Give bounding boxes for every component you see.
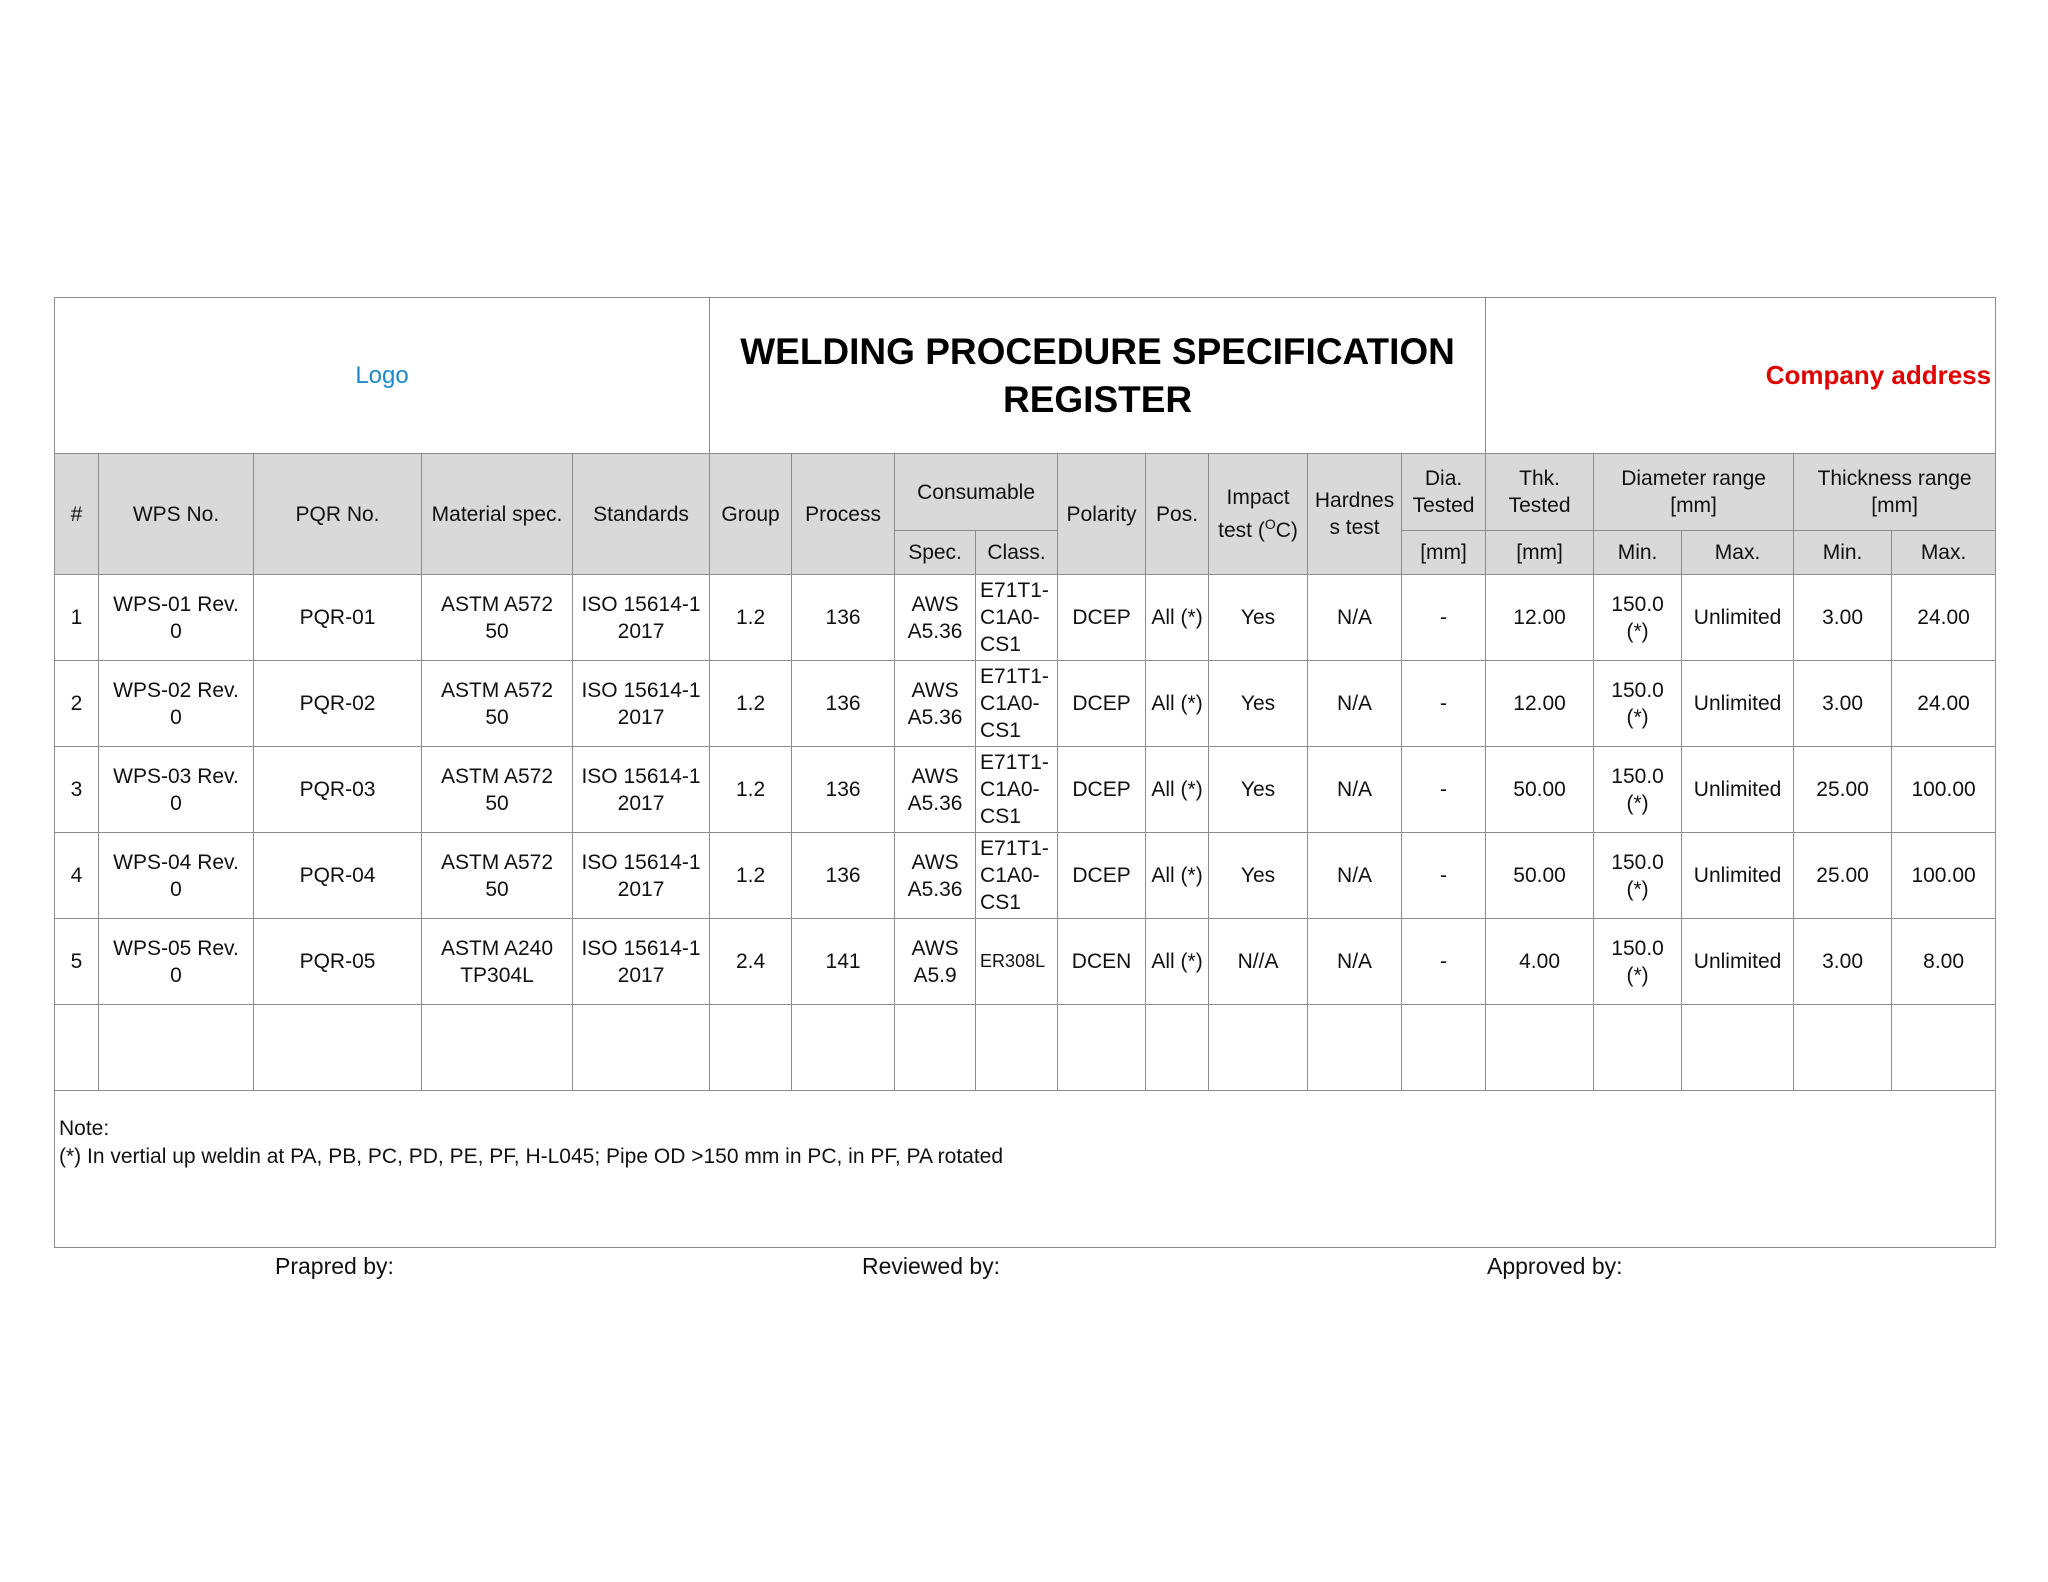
cell-dia-min — [1594, 575, 1682, 661]
dia-min-line-2: (*) — [1626, 963, 1649, 987]
cell-hardness: N/A — [1308, 919, 1402, 1005]
spec-line-2: A5.36 — [907, 705, 963, 729]
table-row — [55, 747, 1996, 833]
dia-line-1: Dia. — [1424, 467, 1463, 490]
class-line-3: CS1 — [980, 891, 1021, 914]
empty-cell — [1794, 1005, 1892, 1091]
cell-thk-max: 24.00 — [1892, 575, 1996, 661]
cell-polarity: DCEP — [1058, 747, 1146, 833]
cell-thk-min: 3.00 — [1794, 575, 1892, 661]
col-thk-unit: [mm] — [1486, 531, 1594, 575]
col-group-header: Group — [710, 454, 792, 575]
cell-thk-max: 24.00 — [1892, 661, 1996, 747]
wps-line-2: 0 — [170, 877, 182, 901]
cell-dia-min — [1594, 919, 1682, 1005]
dia-line-2: Tested — [1412, 494, 1475, 517]
cell-dia-min — [1594, 747, 1682, 833]
cell-thk-min: 3.00 — [1794, 919, 1892, 1005]
note-row — [55, 1091, 1996, 1248]
wps-line-1: WPS-01 Rev. — [113, 592, 239, 616]
cell-hardness: N/A — [1308, 747, 1402, 833]
thk-range-line-2: [mm] — [1871, 494, 1918, 517]
cell-dia-min — [1594, 833, 1682, 919]
empty-cell — [1402, 1005, 1486, 1091]
approved-by-label: Approved by: — [1487, 1253, 1623, 1279]
col-consumable-header: Consumable — [895, 454, 1058, 531]
dia-min-line-2: (*) — [1626, 619, 1649, 643]
cell-num: 5 — [55, 919, 99, 1005]
spec-line-2: A5.36 — [907, 791, 963, 815]
cell-num: 3 — [55, 747, 99, 833]
material-line-1: ASTM A240 — [440, 936, 554, 960]
cell-dia: - — [1402, 833, 1486, 919]
material-line-1: ASTM A572 — [440, 850, 554, 874]
cell-dia-max: Unlimited — [1682, 833, 1794, 919]
cell-group: 1.2 — [710, 661, 792, 747]
col-thk-header — [1486, 454, 1594, 531]
empty-cell — [1594, 1005, 1682, 1091]
col-polarity-header: Polarity — [1058, 454, 1146, 575]
cell-pqr: PQR-03 — [254, 747, 422, 833]
degree-superscript: O — [1264, 516, 1276, 532]
standards-line-2: 2017 — [617, 877, 665, 901]
cell-standards — [573, 747, 710, 833]
cell-material — [422, 919, 573, 1005]
note-cell — [55, 1091, 1996, 1248]
empty-cell — [1308, 1005, 1402, 1091]
dia-range-line-1: Diameter range — [1621, 467, 1766, 490]
wps-line-1: WPS-03 Rev. — [113, 764, 239, 788]
thk-line-1: Thk. — [1519, 467, 1560, 490]
cell-thk: 50.00 — [1486, 833, 1594, 919]
col-thk-min-header: Min. — [1794, 531, 1892, 575]
class-line-1: E71T1- — [980, 579, 1049, 602]
class-line-1: ER308L — [980, 951, 1046, 971]
cell-dia: - — [1402, 747, 1486, 833]
empty-cell — [1058, 1005, 1146, 1091]
cell-class — [976, 747, 1058, 833]
thk-line-2: Tested — [1508, 494, 1571, 517]
cell-standards — [573, 575, 710, 661]
cell-pos: All (*) — [1146, 575, 1209, 661]
title-row — [55, 298, 1996, 454]
cell-pqr: PQR-05 — [254, 919, 422, 1005]
cell-pqr: PQR-04 — [254, 833, 422, 919]
class-line-2: C1A0- — [980, 778, 1040, 801]
empty-cell — [792, 1005, 895, 1091]
cell-group: 2.4 — [710, 919, 792, 1005]
empty-row — [55, 1005, 1996, 1091]
impact-line-2 — [1213, 511, 1303, 544]
class-line-2: C1A0- — [980, 606, 1040, 629]
cell-thk-max: 100.00 — [1892, 747, 1996, 833]
spec-line-1: AWS — [911, 850, 959, 874]
dia-min-line-1: 150.0 — [1611, 678, 1664, 702]
spec-line-2: A5.9 — [913, 963, 957, 987]
col-class-header: Class. — [976, 531, 1058, 575]
spec-line-1: AWS — [911, 592, 959, 616]
wps-line-2: 0 — [170, 619, 182, 643]
hardness-line-1: Hardnes — [1314, 489, 1395, 512]
cell-wps — [99, 833, 254, 919]
prepared-by-label: Prapred by: — [275, 1253, 394, 1279]
wps-line-2: 0 — [170, 791, 182, 815]
cell-class — [976, 661, 1058, 747]
class-line-2: C1A0- — [980, 864, 1040, 887]
empty-cell — [1892, 1005, 1996, 1091]
empty-cell — [254, 1005, 422, 1091]
standards-line-1: ISO 15614-1 — [581, 592, 701, 616]
material-line-1: ASTM A572 — [440, 678, 554, 702]
material-line-1: ASTM A572 — [440, 592, 554, 616]
cell-impact: Yes — [1209, 833, 1308, 919]
empty-cell — [422, 1005, 573, 1091]
hardness-line-2: s test — [1329, 516, 1380, 539]
dia-min-line-2: (*) — [1626, 877, 1649, 901]
cell-polarity: DCEP — [1058, 661, 1146, 747]
cell-impact: Yes — [1209, 575, 1308, 661]
spec-line-1: AWS — [911, 764, 959, 788]
cell-material — [422, 833, 573, 919]
cell-spec — [895, 919, 976, 1005]
header-row-1 — [55, 454, 1996, 531]
cell-spec — [895, 661, 976, 747]
empty-cell — [1209, 1005, 1308, 1091]
note-text: (*) In vertial up weldin at PA, PB, PC, PD, PE, PF, H-L045; Pipe OD >150 mm in PC, in PF, PA rotated — [59, 1145, 1004, 1168]
empty-cell — [99, 1005, 254, 1091]
material-line-2: 50 — [485, 705, 509, 729]
standards-line-2: 2017 — [617, 619, 665, 643]
cell-dia-max: Unlimited — [1682, 575, 1794, 661]
cell-num: 1 — [55, 575, 99, 661]
cell-wps — [99, 919, 254, 1005]
cell-thk: 4.00 — [1486, 919, 1594, 1005]
col-dia-max-header: Max. — [1682, 531, 1794, 575]
cell-thk-max: 100.00 — [1892, 833, 1996, 919]
cell-process: 136 — [792, 575, 895, 661]
cell-dia: - — [1402, 661, 1486, 747]
cell-pos: All (*) — [1146, 833, 1209, 919]
empty-cell — [976, 1005, 1058, 1091]
title-line-2: REGISTER — [1002, 378, 1193, 420]
standards-line-2: 2017 — [617, 705, 665, 729]
col-dia-header — [1402, 454, 1486, 531]
dia-min-line-1: 150.0 — [1611, 592, 1664, 616]
cell-class — [976, 833, 1058, 919]
material-line-2: 50 — [485, 791, 509, 815]
material-line-1: ASTM A572 — [440, 764, 554, 788]
table-row — [55, 833, 1996, 919]
dia-min-line-1: 150.0 — [1611, 850, 1664, 874]
col-dia-min-header: Min. — [1594, 531, 1682, 575]
cell-impact: N//A — [1209, 919, 1308, 1005]
impact-unit: C) — [1275, 519, 1298, 542]
cell-spec — [895, 747, 976, 833]
cell-class — [976, 919, 1058, 1005]
table-row — [55, 661, 1996, 747]
cell-num: 2 — [55, 661, 99, 747]
standards-line-2: 2017 — [617, 791, 665, 815]
company-address: Company address — [1486, 298, 1996, 454]
class-line-1: E71T1- — [980, 837, 1049, 860]
empty-cell — [1682, 1005, 1794, 1091]
col-spec-header: Spec. — [895, 531, 976, 575]
cell-thk-min: 3.00 — [1794, 661, 1892, 747]
cell-wps — [99, 575, 254, 661]
document-title — [710, 298, 1486, 454]
spec-line-1: AWS — [911, 678, 959, 702]
col-process-header: Process — [792, 454, 895, 575]
impact-text: test ( — [1218, 519, 1265, 542]
wps-line-1: WPS-05 Rev. — [113, 936, 239, 960]
empty-cell — [55, 1005, 99, 1091]
wps-line-1: WPS-02 Rev. — [113, 678, 239, 702]
cell-class — [976, 575, 1058, 661]
cell-material — [422, 661, 573, 747]
cell-spec — [895, 575, 976, 661]
wps-line-1: WPS-04 Rev. — [113, 850, 239, 874]
col-pqr-header: PQR No. — [254, 454, 422, 575]
col-pos-header: Pos. — [1146, 454, 1209, 575]
cell-polarity: DCEN — [1058, 919, 1146, 1005]
dia-range-line-2: [mm] — [1670, 494, 1717, 517]
cell-material — [422, 747, 573, 833]
col-dia-range-header — [1594, 454, 1794, 531]
cell-polarity: DCEP — [1058, 575, 1146, 661]
class-line-3: CS1 — [980, 719, 1021, 742]
dia-min-line-2: (*) — [1626, 705, 1649, 729]
wps-register-table — [54, 297, 1996, 1248]
material-line-2: 50 — [485, 877, 509, 901]
spec-line-2: A5.36 — [907, 619, 963, 643]
note-label: Note: — [59, 1117, 110, 1140]
cell-pqr: PQR-02 — [254, 661, 422, 747]
col-thk-max-header: Max. — [1892, 531, 1996, 575]
cell-hardness: N/A — [1308, 661, 1402, 747]
class-line-3: CS1 — [980, 805, 1021, 828]
cell-material — [422, 575, 573, 661]
title-line-1: WELDING PROCEDURE SPECIFICATION — [740, 330, 1455, 372]
cell-process: 136 — [792, 661, 895, 747]
impact-line-1: Impact — [1226, 486, 1290, 509]
dia-min-line-1: 150.0 — [1611, 936, 1664, 960]
cell-group: 1.2 — [710, 575, 792, 661]
standards-line-2: 2017 — [617, 963, 665, 987]
cell-hardness: N/A — [1308, 575, 1402, 661]
col-dia-unit: [mm] — [1402, 531, 1486, 575]
cell-group: 1.2 — [710, 833, 792, 919]
dia-min-line-2: (*) — [1626, 791, 1649, 815]
cell-wps — [99, 661, 254, 747]
col-standards-header: Standards — [573, 454, 710, 575]
standards-line-1: ISO 15614-1 — [581, 678, 701, 702]
col-hardness-header — [1308, 454, 1402, 575]
cell-impact: Yes — [1209, 747, 1308, 833]
cell-thk: 50.00 — [1486, 747, 1594, 833]
wps-line-2: 0 — [170, 963, 182, 987]
cell-dia-max: Unlimited — [1682, 919, 1794, 1005]
col-impact-header — [1209, 454, 1308, 575]
standards-line-1: ISO 15614-1 — [581, 850, 701, 874]
empty-cell — [895, 1005, 976, 1091]
cell-thk-min: 25.00 — [1794, 833, 1892, 919]
cell-pqr: PQR-01 — [254, 575, 422, 661]
register-sheet — [54, 297, 1996, 1248]
cell-thk: 12.00 — [1486, 661, 1594, 747]
cell-thk-max: 8.00 — [1892, 919, 1996, 1005]
cell-pos: All (*) — [1146, 747, 1209, 833]
cell-num: 4 — [55, 833, 99, 919]
empty-cell — [1486, 1005, 1594, 1091]
cell-dia: - — [1402, 919, 1486, 1005]
table-row — [55, 575, 1996, 661]
class-line-3: CS1 — [980, 633, 1021, 656]
class-line-1: E71T1- — [980, 751, 1049, 774]
cell-standards — [573, 661, 710, 747]
thk-range-line-1: Thickness range — [1817, 467, 1972, 490]
dia-min-line-1: 150.0 — [1611, 764, 1664, 788]
cell-dia-min — [1594, 661, 1682, 747]
material-line-2: 50 — [485, 619, 509, 643]
material-line-2: TP304L — [460, 963, 534, 987]
cell-hardness: N/A — [1308, 833, 1402, 919]
cell-dia-max: Unlimited — [1682, 661, 1794, 747]
cell-pos: All (*) — [1146, 661, 1209, 747]
standards-line-1: ISO 15614-1 — [581, 936, 701, 960]
col-material-header: Material spec. — [422, 454, 573, 575]
table-row — [55, 919, 1996, 1005]
col-thk-range-header — [1794, 454, 1996, 531]
cell-standards — [573, 919, 710, 1005]
spec-line-2: A5.36 — [907, 877, 963, 901]
cell-dia: - — [1402, 575, 1486, 661]
cell-impact: Yes — [1209, 661, 1308, 747]
cell-pos: All (*) — [1146, 919, 1209, 1005]
empty-cell — [573, 1005, 710, 1091]
cell-thk: 12.00 — [1486, 575, 1594, 661]
col-num-header: # — [55, 454, 99, 575]
empty-cell — [1146, 1005, 1209, 1091]
cell-process: 141 — [792, 919, 895, 1005]
cell-group: 1.2 — [710, 747, 792, 833]
reviewed-by-label: Reviewed by: — [862, 1253, 1001, 1279]
empty-cell — [710, 1005, 792, 1091]
cell-process: 136 — [792, 747, 895, 833]
cell-wps — [99, 747, 254, 833]
class-line-1: E71T1- — [980, 665, 1049, 688]
cell-process: 136 — [792, 833, 895, 919]
logo-placeholder: Logo — [55, 298, 710, 454]
cell-polarity: DCEP — [1058, 833, 1146, 919]
wps-line-2: 0 — [170, 705, 182, 729]
cell-thk-min: 25.00 — [1794, 747, 1892, 833]
cell-spec — [895, 833, 976, 919]
cell-standards — [573, 833, 710, 919]
class-line-2: C1A0- — [980, 692, 1040, 715]
cell-dia-max: Unlimited — [1682, 747, 1794, 833]
col-wps-header: WPS No. — [99, 454, 254, 575]
standards-line-1: ISO 15614-1 — [581, 764, 701, 788]
spec-line-1: AWS — [911, 936, 959, 960]
